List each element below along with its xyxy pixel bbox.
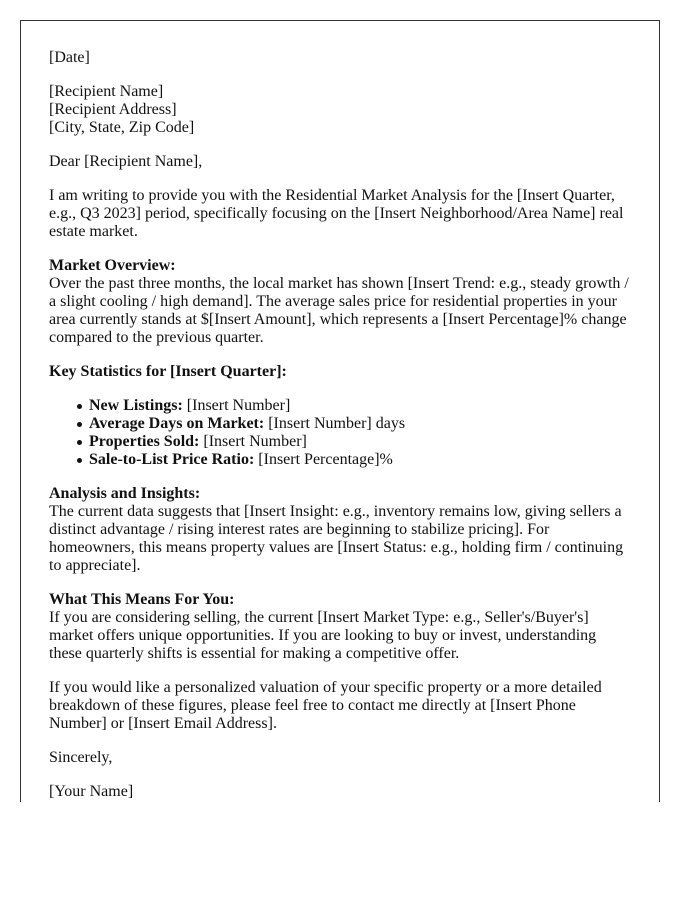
- recipient-city-state-zip: [City, State, Zip Code]: [49, 119, 195, 136]
- stat-item-average-days-on-market: [89, 415, 629, 433]
- what-this-means-heading: What This Means For You:: [49, 591, 235, 608]
- market-overview-body: Over the past three months, the local market has shown [Insert Trend: e.g., steady growth / a slight cooling / high demand]. The average sales price for residential properties in your area currently stands at $[Insert Amount], which represents a [Insert Percentage]% change compared to the previous quarter.: [49, 275, 629, 346]
- stat-label: Properties Sold:: [89, 433, 200, 450]
- key-statistics-list: [49, 397, 629, 469]
- stat-label: Sale-to-List Price Ratio:: [89, 451, 255, 468]
- letter-date: [Date]: [49, 49, 90, 66]
- stat-label: Average Days on Market:: [89, 415, 265, 432]
- closing: Sincerely,: [49, 749, 113, 766]
- recipient-address: [Recipient Address]: [49, 101, 177, 118]
- stat-item-properties-sold: [89, 433, 629, 451]
- analysis-heading: Analysis and Insights:: [49, 485, 201, 502]
- stat-value: [Insert Percentage]%: [254, 451, 393, 468]
- letter-content: [49, 49, 629, 802]
- recipient-block: [49, 83, 629, 137]
- what-this-means-section: [49, 591, 629, 663]
- signature: [Your Name]: [49, 783, 134, 800]
- stat-label: New Listings:: [89, 397, 183, 414]
- intro-paragraph: I am writing to provide you with the Residential Market Analysis for the [Insert Quarter, e.g., Q3 2023] period, specifically focusing on the [Insert Neighborhood/Area Name] real estate market.: [49, 187, 624, 240]
- stat-value: [Insert Number] days: [264, 415, 406, 432]
- stat-item-new-listings: [89, 397, 629, 415]
- key-statistics-heading: Key Statistics for [Insert Quarter]:: [49, 363, 287, 380]
- recipient-name: [Recipient Name]: [49, 83, 164, 100]
- contact-paragraph: If you would like a personalized valuation of your specific property or a more detailed breakdown of these figures, please feel free to contact me directly at [Insert Phone Number] or [Insert Email Address].: [49, 679, 602, 732]
- market-overview-section: [49, 257, 629, 347]
- stat-value: [Insert Number]: [199, 433, 307, 450]
- letter-page: [20, 20, 660, 802]
- analysis-section: [49, 485, 629, 575]
- salutation: Dear [Recipient Name],: [49, 153, 203, 170]
- analysis-body: The current data suggests that [Insert Insight: e.g., inventory remains low, giving sellers a distinct advantage / rising interest rates are beginning to stabilize pricing]. For homeowners, this means property values are [Insert Status: e.g., holding firm / continuing to appreciate].: [49, 503, 624, 574]
- stat-item-sale-to-list-ratio: [89, 451, 629, 469]
- market-overview-heading: Market Overview:: [49, 257, 176, 274]
- stat-value: [Insert Number]: [182, 397, 291, 414]
- what-this-means-body: If you are considering selling, the current [Insert Market Type: e.g., Seller's/Buyer's] market offers unique opportunities. If you are looking to buy or invest, understanding these quarterly shifts is essential for making a competitive offer.: [49, 609, 597, 662]
